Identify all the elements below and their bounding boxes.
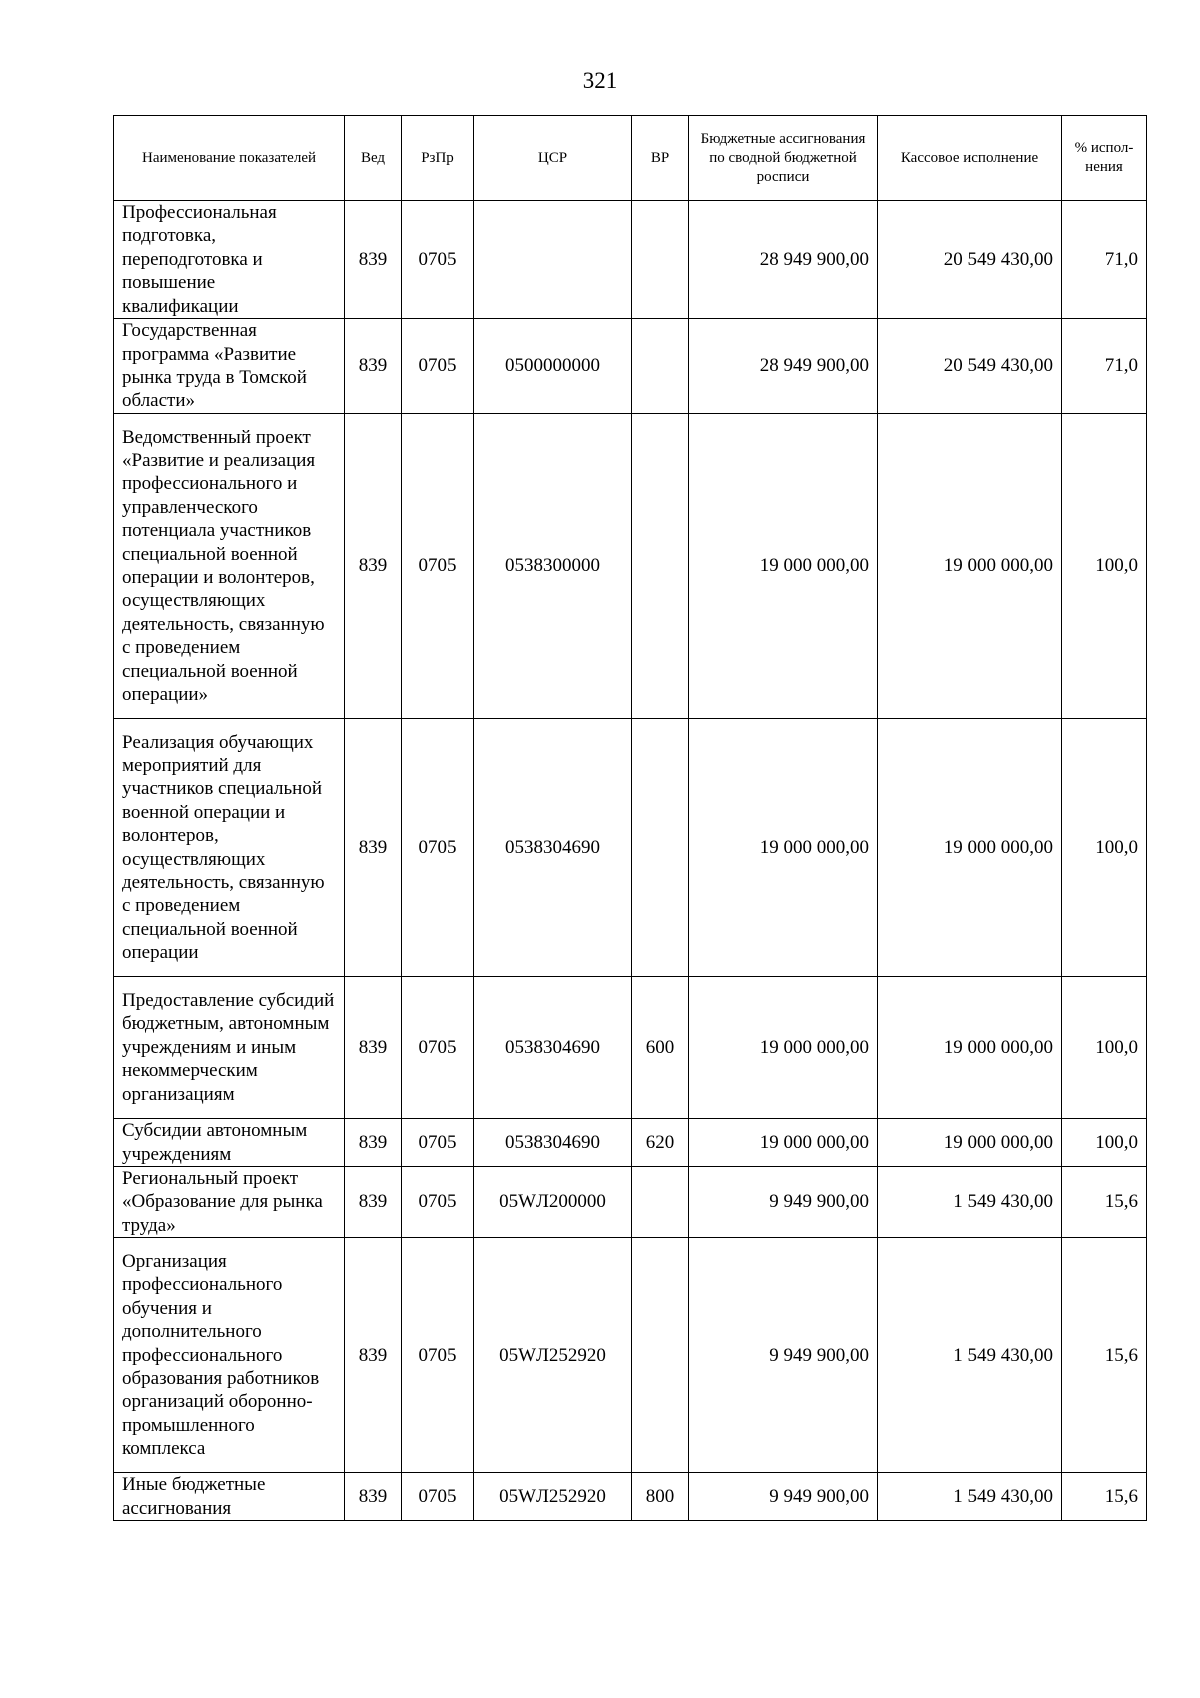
- row-ved: 839: [345, 201, 402, 319]
- header-vr: ВР: [632, 116, 689, 201]
- row-name: Субсидии автономным учреждениям: [114, 1119, 345, 1167]
- table-row: [114, 319, 1147, 414]
- row-name: Организация профессионального обучения и дополнительного профессионального образования работников организаций оборонно-промышленного комплекса: [114, 1238, 345, 1473]
- budget-execution-table: [113, 115, 1147, 1521]
- row-csr: 0500000000: [474, 319, 632, 414]
- row-csr: [474, 201, 632, 319]
- row-executed: 19 000 000,00: [878, 977, 1062, 1119]
- row-rzpr: 0705: [402, 1238, 474, 1473]
- header-assigned: Бюджетные ассигнования по сводной бюджетной росписи: [689, 116, 878, 201]
- row-percent: 100,0: [1062, 414, 1147, 719]
- row-csr: 0538304690: [474, 977, 632, 1119]
- row-executed: 19 000 000,00: [878, 719, 1062, 977]
- header-executed: Кассовое исполнение: [878, 116, 1062, 201]
- table-row: [114, 201, 1147, 319]
- table-header-row: [114, 116, 1147, 201]
- page-number: 321: [582, 68, 618, 93]
- header-name: Наименование показателей: [114, 116, 345, 201]
- row-vr: 600: [632, 977, 689, 1119]
- row-name: Государственная программа «Развитие рынка труда в Томской области»: [114, 319, 345, 414]
- row-assigned: 9 949 900,00: [689, 1167, 878, 1238]
- row-executed: 1 549 430,00: [878, 1473, 1062, 1521]
- row-assigned: 28 949 900,00: [689, 201, 878, 319]
- header-csr: ЦСР: [474, 116, 632, 201]
- row-executed: 19 000 000,00: [878, 414, 1062, 719]
- row-vr: [632, 201, 689, 319]
- row-executed: 19 000 000,00: [878, 1119, 1062, 1167]
- row-csr: 05WЛ252920: [474, 1238, 632, 1473]
- header-percent: % испол-нения: [1062, 116, 1147, 201]
- row-percent: 100,0: [1062, 977, 1147, 1119]
- row-executed: 20 549 430,00: [878, 201, 1062, 319]
- table-row: [114, 414, 1147, 719]
- row-executed: 20 549 430,00: [878, 319, 1062, 414]
- table-row: [114, 977, 1147, 1119]
- row-percent: 100,0: [1062, 719, 1147, 977]
- row-name: Ведомственный проект «Развитие и реализация профессионального и управленческого потенциала участников специальной военной операции и волонтеров, осуществляющих деятельность, связанную с проведением специальной военной операции»: [114, 414, 345, 719]
- table-row: [114, 1167, 1147, 1238]
- row-csr: 0538304690: [474, 1119, 632, 1167]
- row-ved: 839: [345, 1473, 402, 1521]
- table-row: [114, 1119, 1147, 1167]
- table-row: [114, 1473, 1147, 1521]
- row-ved: 839: [345, 977, 402, 1119]
- row-vr: [632, 1238, 689, 1473]
- row-rzpr: 0705: [402, 719, 474, 977]
- row-csr: 05WЛ252920: [474, 1473, 632, 1521]
- row-assigned: 9 949 900,00: [689, 1238, 878, 1473]
- row-percent: 71,0: [1062, 319, 1147, 414]
- row-rzpr: 0705: [402, 1119, 474, 1167]
- row-ved: 839: [345, 1238, 402, 1473]
- row-vr: 620: [632, 1119, 689, 1167]
- row-vr: 800: [632, 1473, 689, 1521]
- row-name: Региональный проект «Образование для рынка труда»: [114, 1167, 345, 1238]
- row-assigned: 19 000 000,00: [689, 1119, 878, 1167]
- row-name: Предоставление субсидий бюджетным, автономным учреждениям и иным некоммерческим организациям: [114, 977, 345, 1119]
- row-csr: 05WЛ200000: [474, 1167, 632, 1238]
- row-ved: 839: [345, 719, 402, 977]
- row-percent: 100,0: [1062, 1119, 1147, 1167]
- row-ved: 839: [345, 414, 402, 719]
- row-ved: 839: [345, 1119, 402, 1167]
- row-assigned: 19 000 000,00: [689, 414, 878, 719]
- row-percent: 71,0: [1062, 201, 1147, 319]
- row-executed: 1 549 430,00: [878, 1167, 1062, 1238]
- row-executed: 1 549 430,00: [878, 1238, 1062, 1473]
- row-percent: 15,6: [1062, 1238, 1147, 1473]
- row-rzpr: 0705: [402, 414, 474, 719]
- row-vr: [632, 719, 689, 977]
- header-rzpr: РзПр: [402, 116, 474, 201]
- row-percent: 15,6: [1062, 1473, 1147, 1521]
- row-name: Профессиональная подготовка, переподготовка и повышение квалификации: [114, 201, 345, 319]
- row-rzpr: 0705: [402, 1167, 474, 1238]
- row-vr: [632, 319, 689, 414]
- table-row: [114, 1238, 1147, 1473]
- row-assigned: 9 949 900,00: [689, 1473, 878, 1521]
- row-rzpr: 0705: [402, 201, 474, 319]
- row-rzpr: 0705: [402, 1473, 474, 1521]
- row-ved: 839: [345, 319, 402, 414]
- row-ved: 839: [345, 1167, 402, 1238]
- row-name: Иные бюджетные ассигнования: [114, 1473, 345, 1521]
- row-assigned: 28 949 900,00: [689, 319, 878, 414]
- row-vr: [632, 414, 689, 719]
- row-assigned: 19 000 000,00: [689, 719, 878, 977]
- row-name: Реализация обучающих мероприятий для участников специальной военной операции и волонтеров, осуществляющих деятельность, связанную с проведением специальной военной операции: [114, 719, 345, 977]
- row-assigned: 19 000 000,00: [689, 977, 878, 1119]
- row-rzpr: 0705: [402, 977, 474, 1119]
- row-rzpr: 0705: [402, 319, 474, 414]
- table-row: [114, 719, 1147, 977]
- row-vr: [632, 1167, 689, 1238]
- row-csr: 0538300000: [474, 414, 632, 719]
- row-csr: 0538304690: [474, 719, 632, 977]
- header-ved: Вед: [345, 116, 402, 201]
- row-percent: 15,6: [1062, 1167, 1147, 1238]
